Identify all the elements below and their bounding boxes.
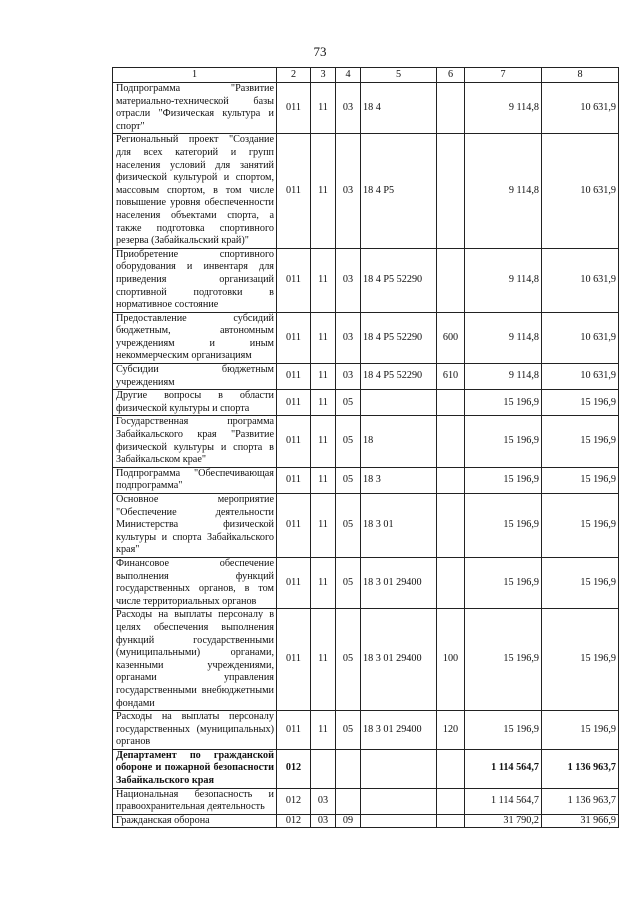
subsection2-code-cell: 09 (336, 814, 361, 828)
table-row (113, 134, 619, 248)
expense-type-cell (437, 814, 465, 828)
amount-year2-cell: 15 196,9 (542, 494, 619, 558)
subsection-code-cell: 11 (311, 248, 336, 312)
col-header-4: 4 (336, 68, 361, 83)
expense-type-cell: 600 (437, 312, 465, 363)
amount-year1-cell: 1 114 564,7 (465, 749, 542, 788)
subsection-code-cell: 11 (311, 390, 336, 416)
expense-type-cell (437, 134, 465, 248)
section-code-cell: 012 (277, 814, 311, 828)
row-name-cell: Расходы на выплаты персоналу государственных (муниципальных) органов (113, 711, 277, 750)
amount-year2-cell: 15 196,9 (542, 557, 619, 608)
amount-year2-cell: 31 966,9 (542, 814, 619, 828)
target-article-cell (361, 814, 437, 828)
subsection2-code-cell: 03 (336, 83, 361, 134)
section-code-cell: 011 (277, 557, 311, 608)
amount-year1-cell: 9 114,8 (465, 248, 542, 312)
table-row (113, 609, 619, 711)
amount-year2-cell: 10 631,9 (542, 83, 619, 134)
table-row (113, 248, 619, 312)
amount-year1-cell: 9 114,8 (465, 364, 542, 390)
amount-year1-cell: 15 196,9 (465, 390, 542, 416)
expense-type-cell (437, 467, 465, 493)
expense-type-cell (437, 390, 465, 416)
col-header-7: 7 (465, 68, 542, 83)
row-name-cell: Гражданская оборона (113, 814, 277, 828)
section-code-cell: 012 (277, 749, 311, 788)
col-header-2: 2 (277, 68, 311, 83)
subsection2-code-cell: 05 (336, 390, 361, 416)
section-code-cell: 011 (277, 494, 311, 558)
row-name-cell: Подпрограмма "Развитие материально-технической базы отрасли "Физическая культура и спорт" (113, 83, 277, 134)
subsection2-code-cell: 05 (336, 711, 361, 750)
subsection-code-cell: 11 (311, 494, 336, 558)
target-article-cell: 18 3 (361, 467, 437, 493)
subsection-code-cell: 11 (311, 609, 336, 711)
subsection2-code-cell (336, 788, 361, 814)
amount-year2-cell: 15 196,9 (542, 416, 619, 467)
row-name-cell: Расходы на выплаты персоналу в целях обеспечения выполнения функций государственными (муниципальными) органами, казенными учреждениями, органами управления государственными внебюджетными фондами (113, 609, 277, 711)
target-article-cell: 18 3 01 (361, 494, 437, 558)
subsection2-code-cell: 05 (336, 494, 361, 558)
amount-year2-cell: 10 631,9 (542, 134, 619, 248)
amount-year2-cell: 15 196,9 (542, 390, 619, 416)
target-article-cell: 18 (361, 416, 437, 467)
amount-year2-cell: 15 196,9 (542, 711, 619, 750)
col-header-3: 3 (311, 68, 336, 83)
expense-type-cell (437, 83, 465, 134)
subsection-code-cell: 11 (311, 312, 336, 363)
row-name-cell: Региональный проект "Создание для всех категорий и групп населения условий для занятий физической культурой и спортом, массовым спортом, в том числе повышение уровня обеспеченности населения объектами спорта, а также подготовка спортивного резерва (Забайкальский край)" (113, 134, 277, 248)
target-article-cell: 18 4 P5 (361, 134, 437, 248)
amount-year1-cell: 1 114 564,7 (465, 788, 542, 814)
subsection-code-cell: 11 (311, 467, 336, 493)
row-name-cell: Подпрограмма "Обеспечивающая подпрограмма" (113, 467, 277, 493)
table-header-row (113, 68, 619, 83)
amount-year1-cell: 9 114,8 (465, 83, 542, 134)
amount-year2-cell: 10 631,9 (542, 248, 619, 312)
amount-year1-cell: 31 790,2 (465, 814, 542, 828)
expense-type-cell (437, 248, 465, 312)
section-code-cell: 011 (277, 467, 311, 493)
subsection-code-cell (311, 749, 336, 788)
subsection2-code-cell: 03 (336, 312, 361, 363)
amount-year1-cell: 9 114,8 (465, 134, 542, 248)
table-row (113, 312, 619, 363)
section-code-cell: 011 (277, 83, 311, 134)
target-article-cell: 18 3 01 29400 (361, 711, 437, 750)
subsection2-code-cell: 03 (336, 364, 361, 390)
col-header-8: 8 (542, 68, 619, 83)
table-row (113, 711, 619, 750)
amount-year2-cell: 15 196,9 (542, 467, 619, 493)
subsection-code-cell: 11 (311, 134, 336, 248)
subsection-code-cell: 11 (311, 416, 336, 467)
row-name-cell: Субсидии бюджетным учреждениям (113, 364, 277, 390)
amount-year2-cell: 1 136 963,7 (542, 788, 619, 814)
target-article-cell: 18 4 P5 52290 (361, 312, 437, 363)
subsection2-code-cell: 03 (336, 134, 361, 248)
section-code-cell: 011 (277, 312, 311, 363)
row-name-cell: Финансовое обеспечение выполнения функций государственных органов, в том числе территориальных органов (113, 557, 277, 608)
subsection2-code-cell: 05 (336, 416, 361, 467)
expense-type-cell (437, 416, 465, 467)
row-name-cell: Предоставление субсидий бюджетным, автономным учреждениям и иным некоммерческим организациям (113, 312, 277, 363)
target-article-cell: 18 4 P5 52290 (361, 364, 437, 390)
section-code-cell: 011 (277, 609, 311, 711)
subsection2-code-cell: 03 (336, 248, 361, 312)
target-article-cell: 18 3 01 29400 (361, 609, 437, 711)
subsection2-code-cell: 05 (336, 467, 361, 493)
row-name-cell: Государственная программа Забайкальского края "Развитие физической культуры и спорта в Забайкальском крае" (113, 416, 277, 467)
amount-year2-cell: 10 631,9 (542, 312, 619, 363)
section-code-cell: 011 (277, 364, 311, 390)
row-name-cell: Национальная безопасность и правоохранительная деятельность (113, 788, 277, 814)
amount-year1-cell: 15 196,9 (465, 609, 542, 711)
budget-table (112, 67, 619, 828)
table-row (113, 364, 619, 390)
subsection-code-cell: 11 (311, 83, 336, 134)
section-code-cell: 011 (277, 390, 311, 416)
target-article-cell (361, 788, 437, 814)
table-row (113, 557, 619, 608)
table-row (113, 814, 619, 828)
row-name-cell: Другие вопросы в области физической культуры и спорта (113, 390, 277, 416)
target-article-cell: 18 3 01 29400 (361, 557, 437, 608)
row-name-cell: Основное мероприятие "Обеспечение деятельности Министерства физической культуры и спорта Забайкальского края" (113, 494, 277, 558)
amount-year1-cell: 15 196,9 (465, 557, 542, 608)
table-row (113, 390, 619, 416)
col-header-1: 1 (113, 68, 277, 83)
subsection-code-cell: 03 (311, 814, 336, 828)
amount-year1-cell: 9 114,8 (465, 312, 542, 363)
amount-year2-cell: 10 631,9 (542, 364, 619, 390)
expense-type-cell (437, 749, 465, 788)
expense-type-cell: 120 (437, 711, 465, 750)
subsection-code-cell: 11 (311, 364, 336, 390)
table-body (113, 83, 619, 828)
target-article-cell (361, 749, 437, 788)
col-header-6: 6 (437, 68, 465, 83)
subsection-code-cell: 03 (311, 788, 336, 814)
target-article-cell: 18 4 P5 52290 (361, 248, 437, 312)
subsection-code-cell: 11 (311, 711, 336, 750)
section-code-cell: 011 (277, 416, 311, 467)
amount-year1-cell: 15 196,9 (465, 416, 542, 467)
amount-year1-cell: 15 196,9 (465, 711, 542, 750)
section-code-cell: 012 (277, 788, 311, 814)
section-code-cell: 011 (277, 248, 311, 312)
row-name-cell: Приобретение спортивного оборудования и инвентаря для приведения организаций спортивной подготовки в нормативное состояние (113, 248, 277, 312)
subsection-code-cell: 11 (311, 557, 336, 608)
table-row (113, 467, 619, 493)
subsection2-code-cell: 05 (336, 557, 361, 608)
expense-type-cell (437, 494, 465, 558)
amount-year2-cell: 15 196,9 (542, 609, 619, 711)
table-row (113, 494, 619, 558)
amount-year2-cell: 1 136 963,7 (542, 749, 619, 788)
col-header-5: 5 (361, 68, 437, 83)
table-row (113, 749, 619, 788)
row-name-cell: Департамент по гражданской обороне и пожарной безопасности Забайкальского края (113, 749, 277, 788)
table-row (113, 83, 619, 134)
expense-type-cell (437, 557, 465, 608)
target-article-cell: 18 4 (361, 83, 437, 134)
expense-type-cell: 100 (437, 609, 465, 711)
target-article-cell (361, 390, 437, 416)
expense-type-cell: 610 (437, 364, 465, 390)
amount-year1-cell: 15 196,9 (465, 494, 542, 558)
table-row (113, 788, 619, 814)
section-code-cell: 011 (277, 711, 311, 750)
table-row (113, 416, 619, 467)
subsection2-code-cell: 05 (336, 609, 361, 711)
page-number: 73 (313, 44, 327, 59)
amount-year1-cell: 15 196,9 (465, 467, 542, 493)
section-code-cell: 011 (277, 134, 311, 248)
subsection2-code-cell (336, 749, 361, 788)
expense-type-cell (437, 788, 465, 814)
